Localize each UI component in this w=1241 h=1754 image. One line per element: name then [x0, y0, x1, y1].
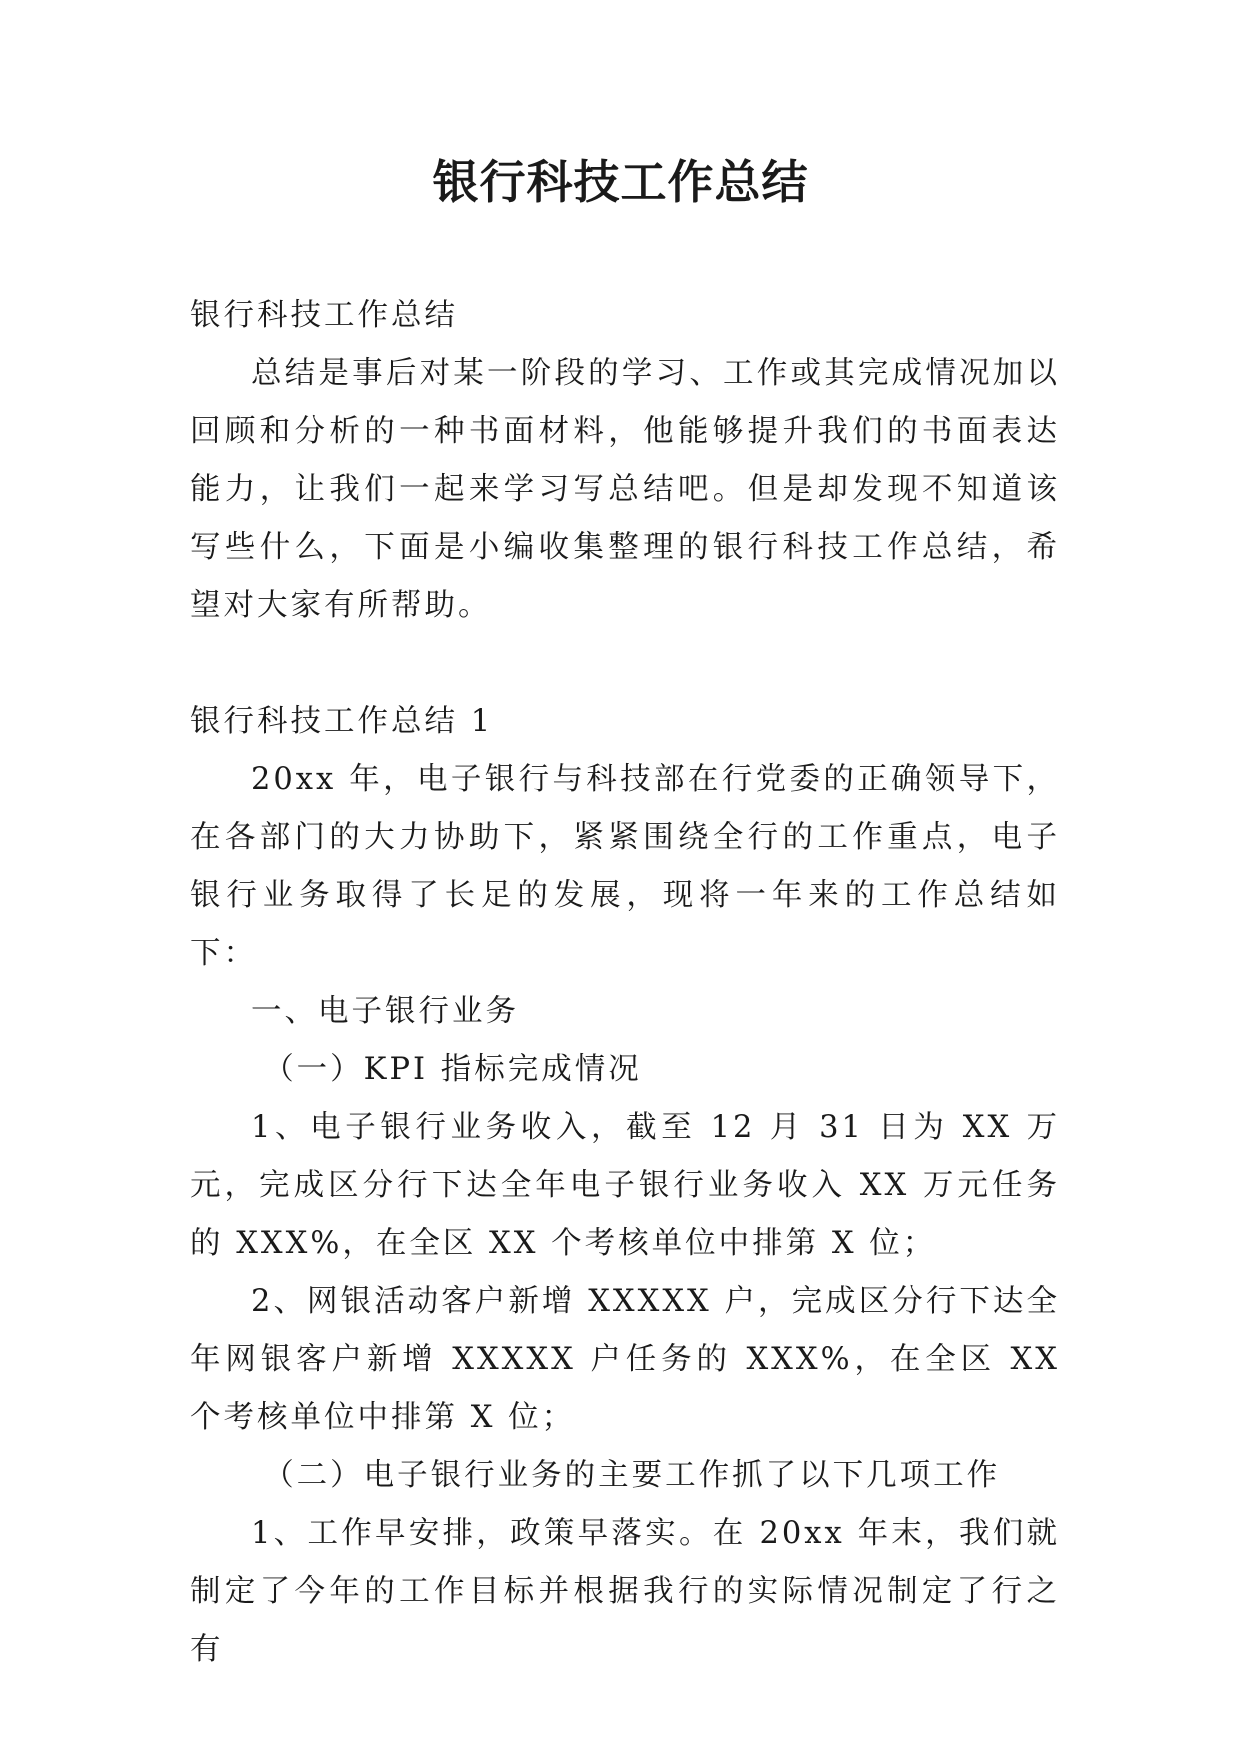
- body-paragraph: 2、网银活动客户新增 XXXXX 户，完成区分行下达全年网银客户新增 XXXXX 户任务的 XXX%，在全区 XX 个考核单位中排第 X 位；: [190, 1284, 1060, 1435]
- body-paragraph: 1、工作早安排，政策早落实。在 20xx 年末，我们就制定了今年的工作目标并根据我行的实际情况制定了行之有: [190, 1516, 1060, 1667]
- document-body: [190, 287, 1060, 1679]
- body-paragraph: 20xx 年，电子银行与科技部在行党委的正确领导下，在各部门的大力协助下，紧紧围绕全行的工作重点，电子银行业务取得了长足的发展，现将一年来的工作总结如下：: [190, 762, 1060, 971]
- section-heading: 银行科技工作总结 1: [190, 704, 494, 739]
- section-spacer: [190, 635, 1060, 693]
- document-title: 银行科技工作总结: [432, 155, 809, 209]
- subsection-heading: （一）KPI 指标完成情况: [263, 1052, 642, 1087]
- intro-paragraph: 总结是事后对某一阶段的学习、工作或其完成情况加以回顾和分析的一种书面材料，他能够提升我们的书面表达能力，让我们一起来学习写总结吧。但是却发现不知道该写些什么，下面是小编收集整理的银行科技工作总结，希望对大家有所帮助。: [190, 356, 1060, 623]
- subsection-heading: 一、电子银行业务: [251, 994, 519, 1029]
- body-paragraph: 1、电子银行业务收入，截至 12 月 31 日为 XX 万元，完成区分行下达全年电子银行业务收入 XX 万元任务的 XXX%，在全区 XX 个考核单位中排第 X 位；: [190, 1110, 1060, 1261]
- intro-heading: 银行科技工作总结: [190, 298, 458, 333]
- subsection-heading: （二）电子银行业务的主要工作抓了以下几项工作: [263, 1458, 1001, 1493]
